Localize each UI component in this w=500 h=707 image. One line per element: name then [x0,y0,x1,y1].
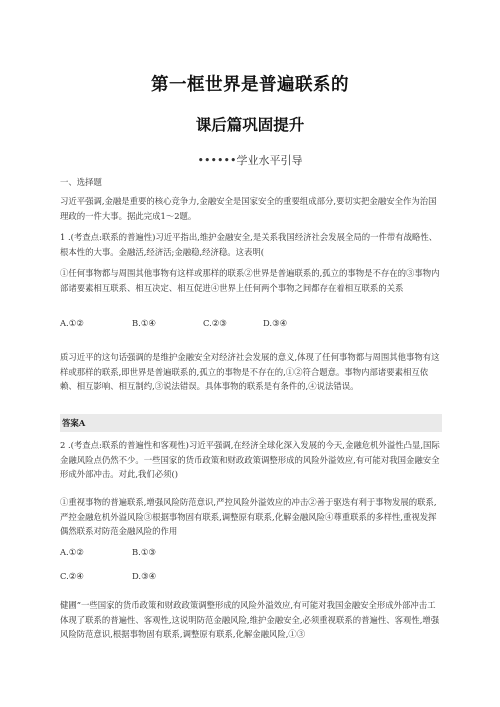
page-title: 第一框世界是普遍联系的 [151,75,349,95]
q2-option-b: B.①③ [132,547,156,557]
q1-option-b: B.①④ [132,318,156,328]
question-1-choices: ①任何事物都与周围其他事物有这样或那样的联系②世界是普遍联系的,孤立的事物是不存在的③事物内部诸要素相互联系、相互决定、相互促进④世界上任何两个事物之间都存在着相互联系的关系 [60,268,440,293]
q1-option-c: C.②③ [203,318,227,328]
answer-bar [60,414,442,432]
question-2-stem: 2 .(考查点:联系的普遍性和客观性)习近平强调,在经济全球化深入发展的今天,金融危机外溢性凸显,国际金融风险点仍然不少。一些国家的货币政策和财政政策调整形成的风险外溢效应,有可能对我国金融安全形成外部冲击。对此,我们必须() [60,440,440,479]
q2-option-c: C.②④ [60,571,84,581]
question-1-stem: 1 .(考查点:联系的普遍性)习近平指出,维护金融安全,是关系我国经济社会发展全局的一件带有战略性、根本性的大事。金融活,经济活;金融稳,经济稳。这表明( [60,232,438,257]
section-heading: 一、选择题 [60,177,102,187]
q2-option-a: A.①② [60,547,84,557]
question-2-choices: ①重视事物的普遍联系,增强风险防范意识,严控风险外溢效应的冲击②善于驱迭有利于事物发展的联系,严控金融危机外溢风险③根据事物固有联系,调整原有联系,化解金融风险④尊重联系的多样性,重视发挥偶然联系对防范金融风险的作用 [60,497,437,536]
q1-option-d: D.③④ [263,318,288,328]
intro-paragraph: 习近平强调,金融是重要的核心竞争力,金融安全是国家安全的重要组成部分,要切实把金融安全作为治国理政的一件大事。据此完成1～2题。 [60,196,437,221]
answer-text: 答案A [62,418,86,428]
question-1-explanation: 质习近平的这句话强调的是维护金融安全对经济社会发展的意义,体现了任何事物都与周围其他事物有这样或那样的联系,即世界是普遍联系的,孤立的事物是不存在的,①②符合题意。事物内部诸要素相互依赖、相互影响、相互制约,③说法错误。具体事物的联系是有条件的,④说法错误。 [60,352,440,391]
q2-option-d: D.③④ [132,571,157,581]
question-2-explanation: 健圃”一些国家的货币政策和财政政策调整形成的风险外溢效应,有可能对我国金融安全形成外部冲击工体现了联系的普遍性、客观性,这说明防范金融风险,维护金融安全,必须重视联系的普遍性、客观性,增强风险防范意识,根据事物固有联系,调整原有联系,化解金融风险,①③ [60,600,440,639]
section-guide: ••••••学业水平引导 [197,154,303,167]
page-subtitle: 课后篇巩固提升 [195,115,305,134]
q1-option-a: A.①② [60,318,84,328]
